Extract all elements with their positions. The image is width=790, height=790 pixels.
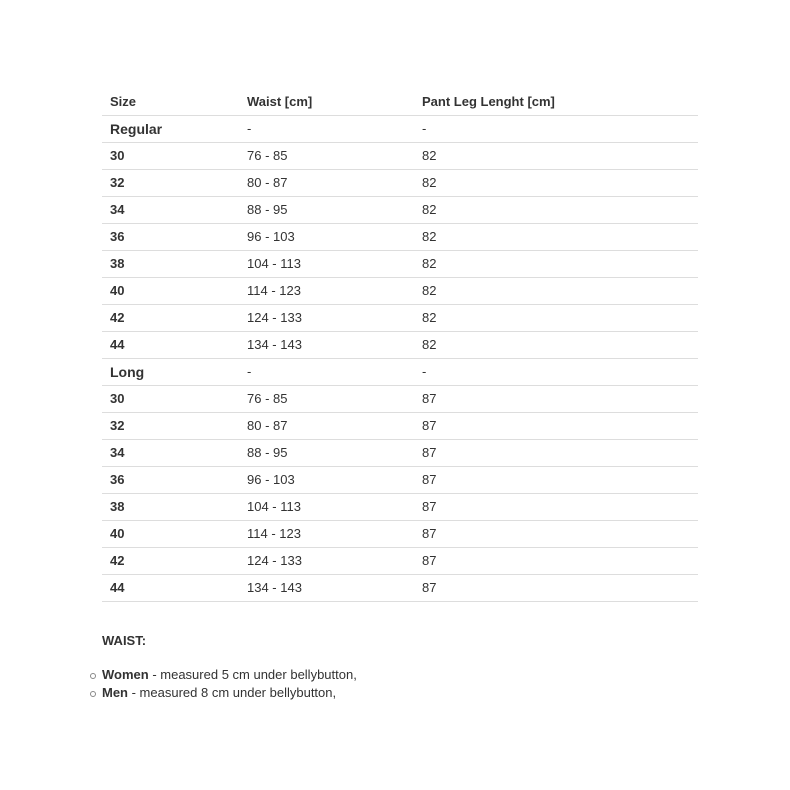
cell-size: 38 [102, 494, 239, 521]
size-chart-table [102, 89, 698, 602]
table-row [102, 278, 698, 305]
note-label-women: Women [102, 667, 149, 682]
table-row [102, 332, 698, 359]
table-row [102, 575, 698, 602]
cell-size: 36 [102, 467, 239, 494]
cell-waist: 134 - 143 [239, 575, 414, 602]
cell-size: Regular [102, 116, 239, 143]
cell-leg-length: 87 [414, 575, 698, 602]
cell-leg-length: 82 [414, 170, 698, 197]
list-item [102, 666, 357, 684]
table-row [102, 494, 698, 521]
cell-size: 42 [102, 548, 239, 575]
cell-waist: 96 - 103 [239, 467, 414, 494]
cell-waist: 134 - 143 [239, 332, 414, 359]
cell-leg-length: 82 [414, 278, 698, 305]
cell-leg-length: 87 [414, 494, 698, 521]
cell-size: Long [102, 359, 239, 386]
cell-size: 32 [102, 170, 239, 197]
cell-waist: 88 - 95 [239, 440, 414, 467]
table-row [102, 548, 698, 575]
cell-size: 32 [102, 413, 239, 440]
waist-heading: WAIST: [102, 633, 147, 648]
cell-leg-length: 87 [414, 548, 698, 575]
cell-leg-length: 82 [414, 305, 698, 332]
table-row [102, 413, 698, 440]
table-group-row [102, 359, 698, 386]
table-group-row [102, 116, 698, 143]
cell-size: 30 [102, 143, 239, 170]
cell-size: 40 [102, 278, 239, 305]
table-row [102, 467, 698, 494]
table-body [102, 116, 698, 602]
cell-waist: 96 - 103 [239, 224, 414, 251]
cell-leg-length: 82 [414, 197, 698, 224]
cell-waist: 114 - 123 [239, 521, 414, 548]
note-label-men: Men [102, 685, 128, 700]
cell-size: 44 [102, 332, 239, 359]
cell-waist: 80 - 87 [239, 170, 414, 197]
cell-leg-length: 82 [414, 224, 698, 251]
table-row [102, 305, 698, 332]
table-row [102, 143, 698, 170]
cell-size: 38 [102, 251, 239, 278]
cell-leg-length: 87 [414, 386, 698, 413]
cell-leg-length: 82 [414, 332, 698, 359]
cell-waist: 124 - 133 [239, 305, 414, 332]
cell-leg-length: - [414, 359, 698, 386]
cell-waist: - [239, 116, 414, 143]
table-row [102, 386, 698, 413]
table-row [102, 251, 698, 278]
cell-waist: 124 - 133 [239, 548, 414, 575]
table-row [102, 521, 698, 548]
cell-leg-length: 82 [414, 143, 698, 170]
cell-leg-length: 87 [414, 467, 698, 494]
cell-waist: 76 - 85 [239, 143, 414, 170]
note-text-women: - measured 5 cm under bellybutton, [148, 667, 357, 682]
cell-size: 42 [102, 305, 239, 332]
cell-size: 30 [102, 386, 239, 413]
cell-waist: 88 - 95 [239, 197, 414, 224]
list-item [102, 684, 357, 702]
table-row [102, 170, 698, 197]
cell-leg-length: 87 [414, 440, 698, 467]
table-row [102, 440, 698, 467]
cell-size: 36 [102, 224, 239, 251]
cell-size: 34 [102, 440, 239, 467]
header-waist: Waist [cm] [239, 89, 414, 116]
cell-leg-length: 87 [414, 521, 698, 548]
cell-size: 40 [102, 521, 239, 548]
waist-notes-list [102, 666, 357, 702]
cell-size: 34 [102, 197, 239, 224]
header-leg-length: Pant Leg Lenght [cm] [414, 89, 698, 116]
cell-waist: - [239, 359, 414, 386]
table-row [102, 224, 698, 251]
cell-waist: 76 - 85 [239, 386, 414, 413]
cell-waist: 114 - 123 [239, 278, 414, 305]
cell-size: 44 [102, 575, 239, 602]
cell-waist: 104 - 113 [239, 494, 414, 521]
note-text-men: - measured 8 cm under bellybutton, [128, 685, 337, 700]
table-row [102, 197, 698, 224]
cell-leg-length: 87 [414, 413, 698, 440]
header-size: Size [102, 89, 239, 116]
table-header-row [102, 89, 698, 116]
cell-waist: 104 - 113 [239, 251, 414, 278]
cell-waist: 80 - 87 [239, 413, 414, 440]
cell-leg-length: 82 [414, 251, 698, 278]
cell-leg-length: - [414, 116, 698, 143]
